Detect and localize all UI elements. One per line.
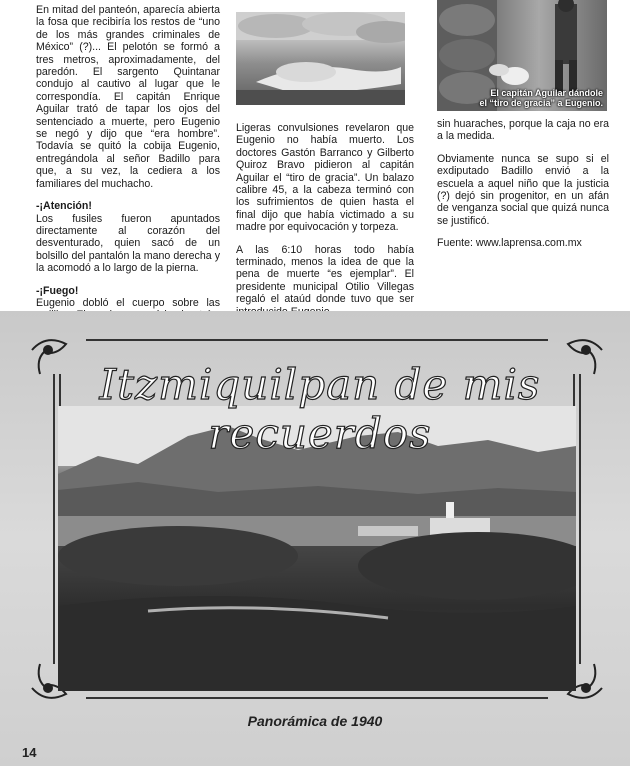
page-number: 14 (22, 745, 37, 760)
source-credit: Fuente: www.laprensa.com.mx (437, 237, 582, 250)
subheading: -¡Atención! (36, 200, 92, 213)
paragraph: A las 6:10 horas todo había terminado, menos la idea de que la pena de muerte “es ejemplar”. El presidente municipal Otilio Villegas regaló el ataúd donde tuvo que ser (236, 243, 414, 306)
paragraph: Los fusiles fueron apuntados directamente al corazón del desventurado, quien sacó de un bolsillo del pantalón la mano derecha y la acomodó a lo largo de la pierna. (36, 212, 220, 275)
feature-title: Itzmiquilpan de mis recuerdos (99, 360, 541, 458)
photo-captain-coup-de-grace (437, 0, 607, 111)
photo-caption: El capitán Aguilar dándole el “tiro de gracia” a Eugenio. (479, 88, 603, 108)
paragraph: En mitad del panteón, aparecía abierta la fosa que recibiría los restos de “uno de los más grandes criminales de México” (?)... El pelotón se formó a tres metros, aproximadamente, del paredón. El sargento Quintanar condujo al cautivo al lugar que le correspondía. El capitán Enrique Aguilar trató de tapar los ojos del sentenciado a muerte, pero Eugenio se negó y dijo que “era hombre”. Todavía se quitó la cobija Eugenio, entregándola al señor Badillo para que, a su vez, la cediera a los familiares del muchacho. (36, 4, 220, 190)
paragraph: Obviamente nunca se supo si el exdiputado Badillo envió a la escuela a aquel niño que la justicia (?) dejó sin progenitor, en un afán de venganza social que quizá nunca se justificó. (437, 152, 609, 227)
paragraph: Eugenio dobló el cuerpo sobre las (36, 296, 220, 309)
article-column-3 (437, 118, 609, 260)
paragraph: sin huaraches, porque la caja no era a la medida. (437, 118, 609, 143)
photo-body-on-ground (236, 12, 405, 105)
article-column-2 (236, 122, 414, 328)
paragraph: Ligeras convulsiones revelaron que Eugenio no había muerto. Los doctores Gastón Barranco y Gilberto Quiroz Bravo pidieron al capitán Aguilar el “tiro de gracia”. Un balazo calibre 45, a la cabeza terminó con los sufrimientos de quien hasta el final dijo que había victimado a su madre por equivocación y torpeza. (236, 122, 414, 234)
article-column-1 (36, 4, 220, 357)
photo-caption-panorama: Panorámica de 1940 (247, 713, 383, 729)
subheading: -¡Fuego! (36, 284, 79, 297)
